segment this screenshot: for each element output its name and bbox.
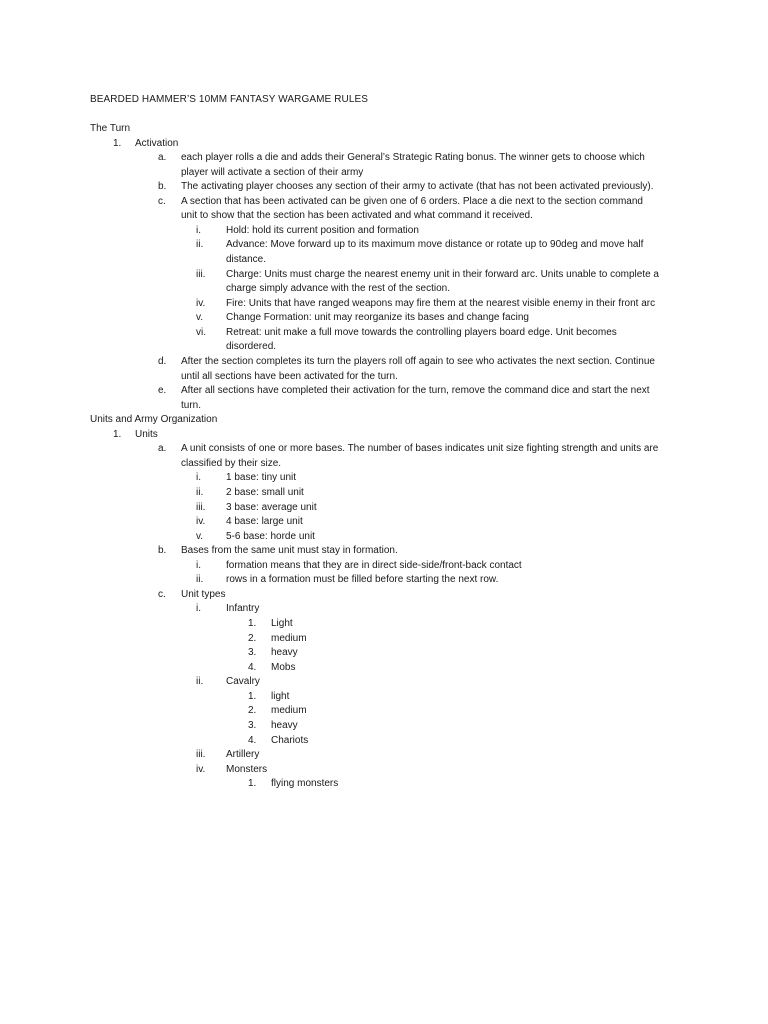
list-item-text: heavy bbox=[271, 719, 298, 731]
list-marker: 1. bbox=[113, 137, 122, 149]
list-marker: iii. bbox=[196, 268, 206, 280]
list-marker: iii. bbox=[196, 749, 206, 761]
list-marker: i. bbox=[196, 472, 201, 484]
list-item-text: each player rolls a die and adds their General’s Strategic Rating bonus. The winner gets to choose which bbox=[181, 152, 645, 164]
list-item-text: charge simply advance with the rest of the section. bbox=[226, 283, 451, 295]
list-item-text: medium bbox=[271, 632, 307, 644]
list-item-text: Hold: hold its current position and formation bbox=[226, 224, 419, 236]
list-marker: 1. bbox=[248, 778, 257, 790]
list-item-text: Change Formation: unit may reorganize its bases and change facing bbox=[226, 312, 529, 324]
list-item-text: Infantry bbox=[226, 603, 260, 615]
list-item-text: heavy bbox=[271, 647, 298, 659]
list-item-text: After all sections have completed their activation for the turn, remove the command dice and start the next bbox=[181, 385, 650, 397]
list-item-text: Chariots bbox=[271, 734, 309, 746]
list-item-text: flying monsters bbox=[271, 778, 339, 790]
list-item-text: Unit types bbox=[181, 588, 226, 600]
list-item-text: After the section completes its turn the players roll off again to see who activates the next section. Continue bbox=[181, 355, 655, 367]
list-item-text: Fire: Units that have ranged weapons may fire them at the nearest visible enemy in their front arc bbox=[226, 297, 656, 309]
list-item-text: Mobs bbox=[271, 661, 296, 673]
list-item-text: Advance: Move forward up to its maximum move distance or rotate up to 90deg and move half bbox=[226, 239, 644, 251]
list-marker: ii. bbox=[196, 676, 204, 688]
list-item-text: light bbox=[271, 690, 290, 702]
list-item-text: disordered. bbox=[226, 341, 277, 353]
list-marker: v. bbox=[196, 530, 204, 542]
list-marker: 4. bbox=[248, 734, 257, 746]
list-marker: iii. bbox=[196, 501, 206, 513]
list-item-text: 2 base: small unit bbox=[226, 487, 304, 498]
list-item-text: 3 base: average unit bbox=[226, 501, 317, 513]
list-item-text: 1 base: tiny unit bbox=[226, 472, 297, 484]
list-marker: iv. bbox=[196, 297, 206, 309]
list-item-text: Bases from the same unit must stay in formation. bbox=[181, 545, 398, 557]
list-marker: 1. bbox=[113, 428, 122, 440]
list-item-text: unit to show that the section has been activated and what command it received. bbox=[181, 210, 533, 222]
section-heading: Units and Army Organization bbox=[90, 414, 218, 426]
list-marker: c. bbox=[158, 195, 166, 207]
list-marker: vi. bbox=[196, 326, 206, 338]
list-item-text: Monsters bbox=[226, 763, 268, 775]
list-item-text: formation means that they are in direct side-side/front-back contact bbox=[226, 559, 522, 571]
list-marker: d. bbox=[158, 355, 167, 367]
list-marker: 4. bbox=[248, 661, 257, 673]
list-marker: 1. bbox=[248, 690, 257, 702]
list-marker: iv. bbox=[196, 763, 206, 775]
list-item-text: The activating player chooses any section of their army to activate (that has not been activated previously). bbox=[181, 181, 654, 193]
list-marker: a. bbox=[158, 443, 167, 455]
list-marker: a. bbox=[158, 152, 167, 164]
list-marker: ii. bbox=[196, 239, 204, 251]
list-item-text: Artillery bbox=[226, 749, 260, 761]
list-item-text: medium bbox=[271, 705, 307, 717]
list-marker: i. bbox=[196, 224, 201, 236]
list-marker: c. bbox=[158, 588, 166, 600]
list-item-text: turn. bbox=[181, 399, 202, 411]
list-item-text: Charge: Units must charge the nearest enemy unit in their forward arc. Units unable to complete a bbox=[226, 268, 659, 280]
list-marker: b. bbox=[158, 181, 167, 193]
section-heading: The Turn bbox=[90, 123, 131, 134]
list-marker: i. bbox=[196, 559, 201, 571]
list-marker: iv. bbox=[196, 516, 206, 528]
list-item-text: until all sections have been activated for the turn. bbox=[181, 370, 398, 382]
list-item-text: classified by their size. bbox=[181, 457, 282, 469]
list-item-text: Retreat: unit make a full move towards the controlling players board edge. Unit becomes bbox=[226, 326, 617, 338]
list-item-text: Cavalry bbox=[226, 676, 260, 688]
list-item-text: Activation bbox=[135, 137, 179, 149]
list-item-text: 5-6 base: horde unit bbox=[226, 530, 315, 542]
list-item-text: A section that has been activated can be given one of 6 orders. Place a die next to the section command bbox=[181, 195, 643, 207]
list-marker: i. bbox=[196, 603, 201, 615]
list-item-text: Units bbox=[135, 428, 158, 440]
list-marker: 3. bbox=[248, 719, 257, 731]
list-marker: 1. bbox=[248, 618, 257, 630]
list-item-text: 4 base: large unit bbox=[226, 516, 303, 528]
list-marker: e. bbox=[158, 385, 167, 397]
list-marker: ii. bbox=[196, 574, 204, 586]
document-title: BEARDED HAMMER’S 10MM FANTASY WARGAME RULES bbox=[90, 94, 369, 105]
list-item-text: distance. bbox=[226, 254, 267, 266]
list-marker: ii. bbox=[196, 487, 204, 498]
list-item-text: A unit consists of one or more bases. The number of bases indicates unit size fighting strength and units are bbox=[181, 443, 659, 455]
list-marker: 2. bbox=[248, 705, 257, 717]
list-marker: b. bbox=[158, 545, 167, 557]
list-marker: 3. bbox=[248, 647, 257, 659]
list-item-text: player will activate a section of their army bbox=[181, 166, 364, 178]
list-item-text: Light bbox=[271, 618, 293, 630]
list-item-text: rows in a formation must be filled before starting the next row. bbox=[226, 574, 499, 586]
list-marker: 2. bbox=[248, 632, 257, 644]
list-marker: v. bbox=[196, 312, 204, 324]
